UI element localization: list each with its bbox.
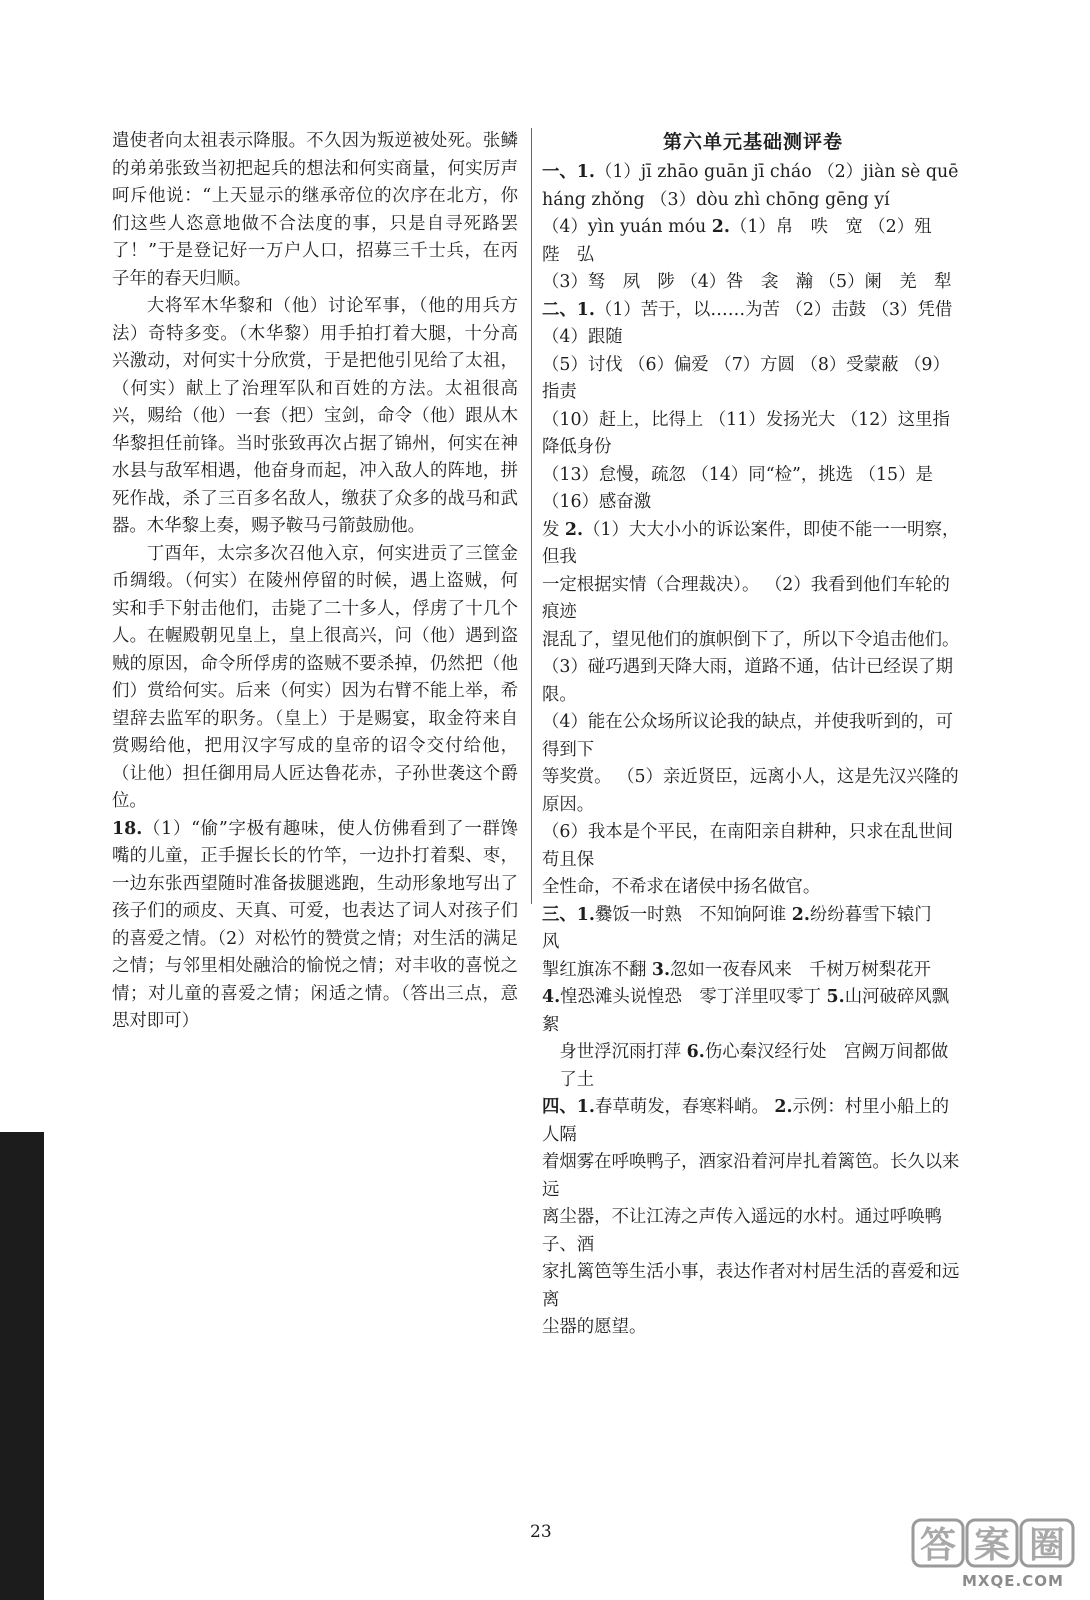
- answer-item-number: 2.: [564, 519, 584, 540]
- answer-text: 尘器的愿望。: [542, 1317, 647, 1337]
- answer-line: [542, 1314, 964, 1342]
- left-paragraph-1: 遣使者向太祖表示降服。不久因为叛逆被处死。张鳞的弟弟张致当初把起兵的想法和何实商量，何实厉声呵斥他说：“上天显示的继承帝位的次序在北方，你们这些人恣意地做不合法度的事，只是自寻死路罢了！”于是登记好一万户人口，招募三千士兵，在丙子年的春天归顺。: [112, 131, 518, 289]
- answer-item-number: 四、1.: [542, 1097, 595, 1117]
- question-18-number: 18.: [112, 818, 143, 839]
- answer-text: 纷纷暮雪下辕门 风: [542, 904, 950, 952]
- watermark-char-1: 答: [920, 1525, 957, 1566]
- answer-item-number: 三、1.: [542, 904, 595, 925]
- left-paragraph-3: 丁酉年，太宗多次召他入京，何实进贡了三筐金币绸缎。（何实）在陵州停留的时候，遇上盗贼，何实和手下射击他们，击毙了二十多人，俘虏了十几个人。在幄殿朝见皇上，皇上很高兴，问（他）遇到盗贼的原因，命令所俘虏的盗贼不要杀掉，仍然把（他们）赏给何实。后来（何实）因为右臂不能上举，希望辞去监军的职务。（皇上）于是赐宴，取金符来自赏赐给他，把用汉字写成的皇帝的诏令交付给他，（让他）担任御用局人匠达鲁花赤，子孙世袭这个爵位。: [112, 543, 518, 811]
- answer-text: （1）大大小小的诉讼案件，即使不能一一明察，但我: [542, 519, 960, 567]
- right-column: [542, 128, 964, 1342]
- answer-text: （4）yìn yuán móu: [542, 217, 712, 237]
- answer-line: [542, 654, 964, 709]
- answer-text: 家扎篱笆等生活小事，表达作者对村居生活的喜爱和远离: [542, 1262, 960, 1310]
- section-title: 第六单元基础测评卷: [662, 131, 843, 153]
- answer-item-number: 二、1.: [542, 299, 595, 320]
- answer-line: [542, 462, 964, 517]
- answer-item-number: 2.: [791, 904, 810, 925]
- answer-line: [542, 957, 964, 985]
- left-paragraph-2: 大将军木华黎和（他）讨论军事，（他的用兵方法）奇特多变。（木华黎）用手拍打着大腿，十分高兴激动，对何实十分欣赏，于是把他引见给了太祖，（何实）献上了治理军队和百姓的方法。太祖很高兴，赐给（他）一套（把）宝剑，命令（他）跟从木华黎担任前锋。当时张致再次占据了锦州，何实在神水县与敌军相遇，他奋身而起，冲入敌人的阵地，拼死作战，杀了三百多名敌人，缴获了众多的战马和武器。木华黎上奏，赐予鞍马弓箭鼓励他。: [112, 296, 518, 536]
- answer-line: [542, 627, 964, 655]
- answer-line: [542, 269, 964, 297]
- answer-text: 发: [542, 519, 565, 540]
- answer-text: 了土: [559, 1069, 595, 1090]
- answer-text: （10）赶上，比得上 （11）发扬光大 （12）这里指降低身份: [542, 409, 950, 457]
- answer-text: 离尘器，不让江涛之声传入遥远的水村。通过呼唤鸭子、酒: [542, 1207, 942, 1255]
- answer-text: （13）怠慢，疏忽 （14）同“检”，挑选 （15）是 （16）感奋激: [542, 464, 933, 512]
- answer-line: [542, 214, 964, 269]
- answer-item-number: 4.: [542, 987, 561, 1007]
- answer-text: 身世浮沉雨打萍: [559, 1042, 687, 1062]
- answer-line: [542, 159, 964, 187]
- answer-item-number: 一、1.: [542, 162, 595, 182]
- answer-line: [542, 1039, 964, 1067]
- answer-line: [542, 902, 964, 957]
- answer-text: （3）驽 夙 陟 （4）咎 衾 瀚 （5）阑 羌 犁: [542, 272, 952, 292]
- column-divider: [531, 128, 532, 904]
- answer-line: [542, 819, 964, 874]
- answer-text: 混乱了，望见他们的旗帜倒下了，所以下令追击他们。: [542, 629, 960, 650]
- answer-text: （5）讨伐 （6）偏爱 （7）方圆 （8）受蒙蔽 （9）指责: [542, 354, 950, 402]
- answer-line: [542, 187, 964, 215]
- answer-line: [542, 297, 964, 352]
- answer-item-number: 2.: [711, 217, 730, 237]
- answer-line: [542, 1067, 964, 1095]
- answer-line: [542, 407, 964, 462]
- answer-item-number: 6.: [686, 1042, 705, 1062]
- answer-line: [542, 984, 964, 1039]
- answer-text: 着烟雾在呼唤鸭子，酒家沿着河岸扎着篱笆。长久以来远: [542, 1152, 960, 1200]
- answer-text: 掣红旗冻不翻: [542, 959, 652, 980]
- answer-text: 全性命，不希求在诸侯中扬名做官。: [542, 877, 821, 897]
- answer-text: 示例：村里小船上的人隔: [542, 1097, 950, 1145]
- answer-text: （1）苦于，以……为苦 （2）击鼓 （3）凭借 （4）跟随: [542, 299, 953, 347]
- answer-text: 山河破碎风飘絮: [542, 987, 950, 1035]
- watermark-text: MXQE.COM: [962, 1572, 1064, 1590]
- answer-item-number: 3.: [651, 959, 671, 980]
- answer-line: [542, 874, 964, 902]
- answer-text: 惶恐滩头说惶恐 零丁洋里叹零丁: [560, 987, 827, 1007]
- answer-text: 一定根据实情（合理裁决）。 （2）我看到他们车轮的痕迹: [542, 574, 950, 622]
- answer-text: 爨饭一时熟 不知饷阿谁: [594, 904, 792, 925]
- answer-text: （6）我本是个平民，在南阳亲自耕种，只求在乱世间苟且保: [542, 822, 954, 870]
- answer-text: （1）帛 呹 宽 （2）殂 陛 弘: [542, 217, 949, 265]
- watermark-char-2: 案: [974, 1525, 1011, 1566]
- answer-text: 等奖赏。 （5）亲近贤臣，远离小人，这是先汉兴隆的原因。: [542, 767, 959, 815]
- answer-line: [542, 1259, 964, 1314]
- answer-line: [542, 764, 964, 819]
- answer-text: 伤心秦汉经行处 宫阙万间都做: [704, 1042, 949, 1062]
- answer-line: [542, 572, 964, 627]
- answer-line: [542, 352, 964, 407]
- question-18-text: （1）“偷”字极有趣味，使人仿佛看到了一群馋嘴的儿童，正手握长长的竹竿，一边扑打着梨、枣，一边东张西望随时准备拔腿逃跑，生动形象地写出了孩子们的顽皮、天真、可爱，也表达了词人对孩子们的喜爱之情。（2）对松竹的赞赏之情；对生活的满足之情；与邻里相处融洽的愉悦之情；对丰收的喜悦之情；对儿童的喜爱之情；闲适之情。（答出三点，意思对即可）: [112, 818, 518, 1031]
- answer-text: háng zhǒng （3）dòu zhì chōng gēng yí: [542, 189, 890, 210]
- watermark-char-3: 圈: [1029, 1525, 1066, 1566]
- answer-item-number: 2.: [774, 1097, 793, 1117]
- answer-text: 忽如一夜春风来 千树万树梨花开: [670, 959, 931, 980]
- answer-text: （4）能在公众场所议论我的缺点，并使我听到的，可得到下: [542, 712, 954, 760]
- scan-edge-shadow: [0, 1132, 44, 1600]
- answer-item-number: 5.: [826, 987, 845, 1007]
- answer-line: [542, 709, 964, 764]
- left-column: [112, 128, 518, 1036]
- answer-line: [542, 1204, 964, 1259]
- answer-lines: [542, 159, 964, 1342]
- answer-line: [542, 1094, 964, 1149]
- answer-text: 春草萌发，春寒料峭。: [594, 1097, 775, 1117]
- answer-text: （1）jī zhāo guān jī cháo （2）jiàn sè quē: [594, 162, 959, 182]
- answer-line: [542, 1149, 964, 1204]
- page-number: 23: [530, 1522, 552, 1542]
- answer-line: [542, 517, 964, 572]
- answer-text: （3）碰巧遇到天降大雨，道路不通，估计已经误了期限。: [542, 657, 954, 705]
- question-18: [112, 816, 518, 1036]
